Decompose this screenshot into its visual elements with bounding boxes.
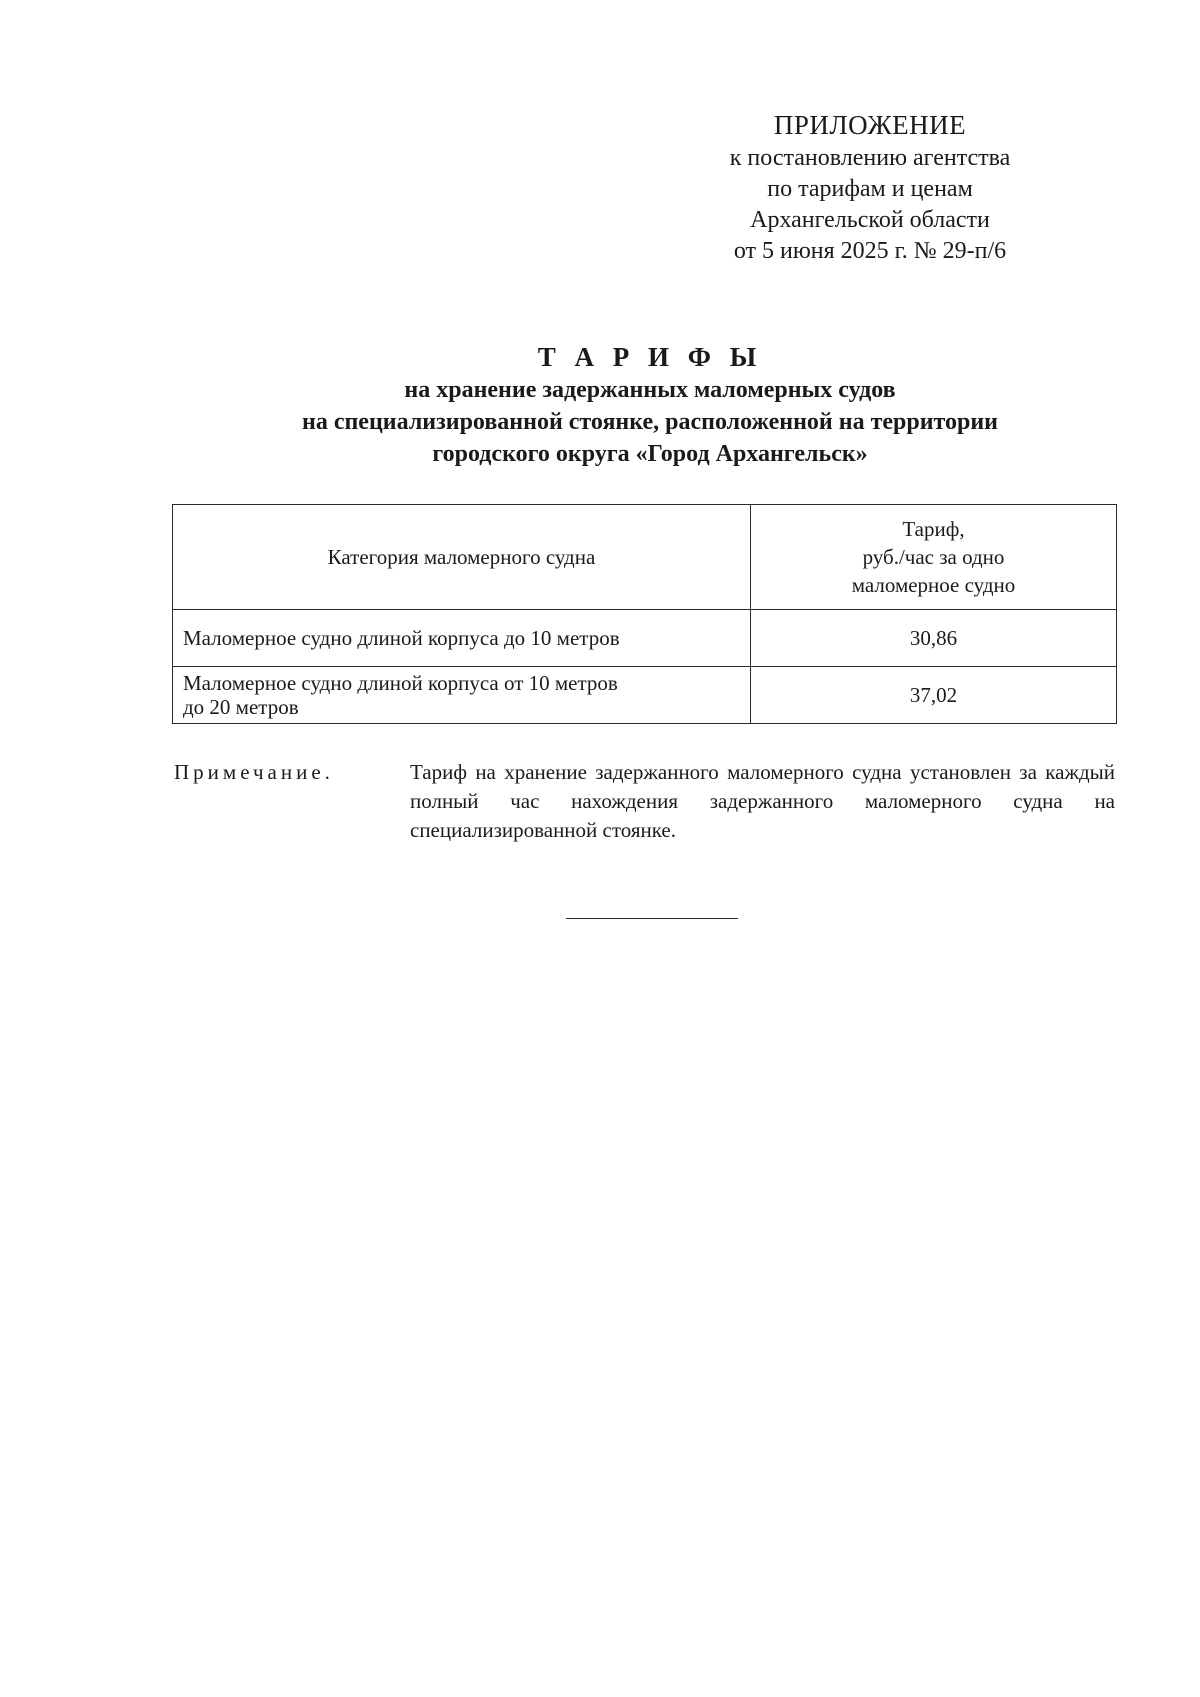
annex-title: ПРИЛОЖЕНИЕ	[773, 110, 967, 140]
header-category: Категория маломерного судна	[173, 505, 751, 610]
heading-line: на хранение задержанных маломерных судов	[404, 377, 896, 403]
note-text: Тариф на хранение задержанного маломерного судна установлен за каждый полный час нахождения задержанного маломерного судна на специализированной стоянке.	[410, 760, 1115, 842]
table-row	[173, 667, 1117, 724]
annex-line: Архангельской области	[750, 207, 990, 233]
row-tariff-value: 30,86	[751, 610, 1117, 667]
heading-line: на специализированной стоянке, расположенной на территории	[301, 409, 999, 435]
table-header-row	[173, 505, 1117, 610]
row-category	[173, 610, 751, 667]
tariff-table	[172, 504, 1117, 724]
row-category-line: Маломерное судно длиной корпуса до 10 метров	[183, 626, 620, 650]
header-tariff-line: руб./час за одно	[862, 545, 1005, 569]
table-row	[173, 610, 1117, 667]
header-tariff-line: Тариф,	[902, 517, 965, 541]
note-label: Примечание.	[174, 760, 334, 784]
heading-line: городского округа «Город Архангельск»	[432, 441, 868, 467]
row-category	[173, 667, 751, 724]
document-heading	[150, 340, 1150, 470]
row-tariff-value: 37,02	[751, 667, 1117, 724]
closing-rule	[566, 918, 738, 919]
annex-line: к постановлению агентства	[729, 145, 1011, 171]
annex-line: по тарифам и ценам	[767, 176, 973, 202]
annex-block	[690, 110, 1050, 267]
row-category-line: Маломерное судно длиной корпуса от 10 метров	[183, 671, 618, 695]
header-tariff-line: маломерное судно	[851, 573, 1016, 597]
row-category-line: до 20 метров	[183, 695, 299, 719]
annex-line: от 5 июня 2025 г. № 29-п/6	[733, 238, 1007, 264]
header-tariff	[751, 505, 1117, 610]
document-title: Т А Р И Ф Ы	[537, 342, 763, 372]
